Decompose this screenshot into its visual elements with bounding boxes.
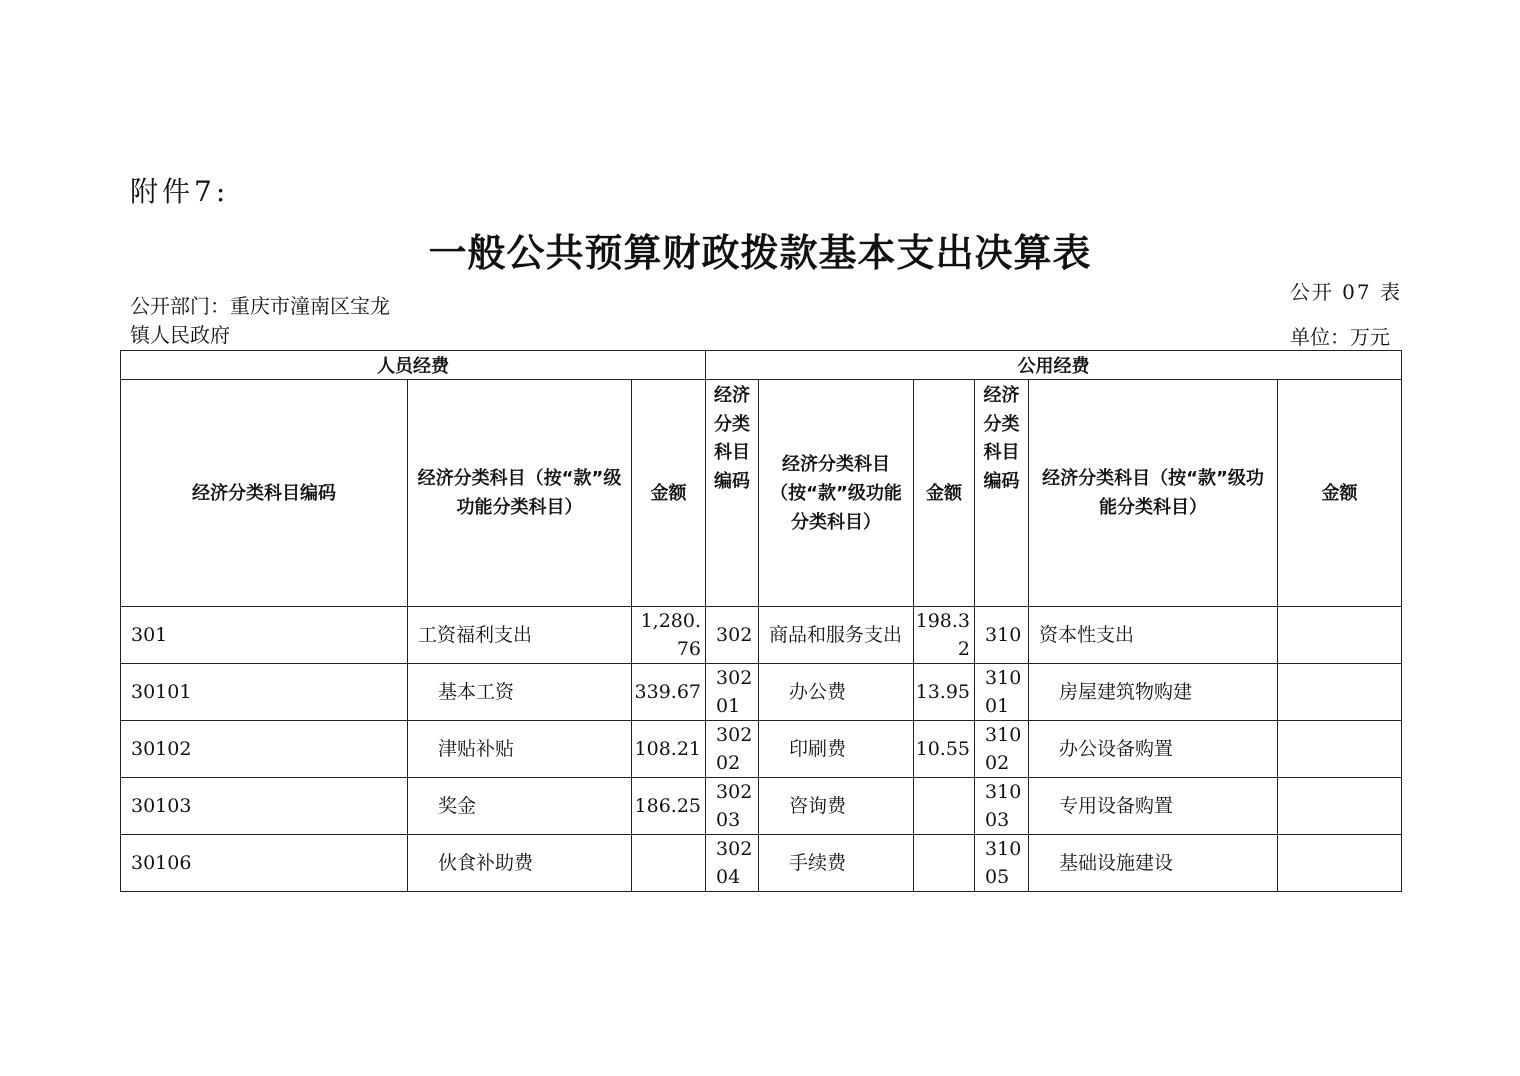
table-row	[121, 664, 1402, 721]
department-label: 公开部门：重庆市潼南区宝龙镇人民政府	[130, 294, 390, 347]
capital-code: 31003	[975, 778, 1029, 835]
header-amount: 金额	[632, 380, 706, 607]
personnel-code: 30101	[121, 664, 408, 721]
group-personnel: 人员经费	[121, 351, 706, 380]
personnel-code: 301	[121, 607, 408, 664]
page-title: 一般公共预算财政拨款基本支出决算表	[428, 231, 1092, 275]
personnel-code: 30103	[121, 778, 408, 835]
personnel-name: 伙食补助费	[408, 835, 632, 892]
public-name: 办公费	[759, 664, 914, 721]
table-row	[121, 778, 1402, 835]
personnel-code: 30106	[121, 835, 408, 892]
header-name: 经济分类科目（按“款”级功能分类科目）	[408, 380, 632, 607]
public-amount	[914, 778, 975, 835]
capital-code: 31001	[975, 664, 1029, 721]
capital-name: 房屋建筑物购建	[1029, 664, 1278, 721]
public-amount: 13.95	[914, 664, 975, 721]
personnel-amount: 339.67	[632, 664, 706, 721]
capital-amount	[1278, 664, 1402, 721]
personnel-amount: 108.21	[632, 721, 706, 778]
personnel-name: 工资福利支出	[408, 607, 632, 664]
capital-code: 31002	[975, 721, 1029, 778]
public-code: 30204	[706, 835, 759, 892]
public-amount: 10.55	[914, 721, 975, 778]
capital-name: 专用设备购置	[1029, 778, 1278, 835]
public-name: 手续费	[759, 835, 914, 892]
public-amount	[914, 835, 975, 892]
table-row	[121, 835, 1402, 892]
public-name: 咨询费	[759, 778, 914, 835]
public-amount: 198.32	[914, 607, 975, 664]
header-amount-c: 金额	[1278, 380, 1402, 607]
public-code: 30201	[706, 664, 759, 721]
public-code: 302	[706, 607, 759, 664]
expenditure-table	[120, 350, 1402, 892]
public-name: 印刷费	[759, 721, 914, 778]
capital-code: 31005	[975, 835, 1029, 892]
personnel-amount: 1,280.76	[632, 607, 706, 664]
personnel-code: 30102	[121, 721, 408, 778]
public-code: 30203	[706, 778, 759, 835]
personnel-amount: 186.25	[632, 778, 706, 835]
personnel-amount	[632, 835, 706, 892]
capital-amount	[1278, 778, 1402, 835]
public-name: 商品和服务支出	[759, 607, 914, 664]
capital-name: 基础设施建设	[1029, 835, 1278, 892]
header-name-c: 经济分类科目（按“款”级功能分类科目）	[1029, 380, 1278, 607]
personnel-name: 奖金	[408, 778, 632, 835]
capital-name: 资本性支出	[1029, 607, 1278, 664]
table-row	[121, 721, 1402, 778]
header-code: 经济分类科目编码	[121, 380, 408, 607]
personnel-name: 基本工资	[408, 664, 632, 721]
form-number: 公开 07 表	[1289, 280, 1402, 304]
public-code: 30202	[706, 721, 759, 778]
capital-code: 310	[975, 607, 1029, 664]
attachment-label: 附件7:	[130, 175, 230, 208]
capital-name: 办公设备购置	[1029, 721, 1278, 778]
header-amount-b: 金额	[914, 380, 975, 607]
group-public: 公用经费	[706, 351, 1402, 380]
header-code-c: 经济分类科目编码	[975, 380, 1029, 607]
capital-amount	[1278, 607, 1402, 664]
capital-amount	[1278, 835, 1402, 892]
table-row	[121, 607, 1402, 664]
personnel-name: 津贴补贴	[408, 721, 632, 778]
capital-amount	[1278, 721, 1402, 778]
unit-label: 单位：万元	[1290, 325, 1390, 349]
header-name-b: 经济分类科目（按“款”级功能分类科目）	[759, 380, 914, 607]
header-code-b: 经济分类科目编码	[706, 380, 759, 607]
